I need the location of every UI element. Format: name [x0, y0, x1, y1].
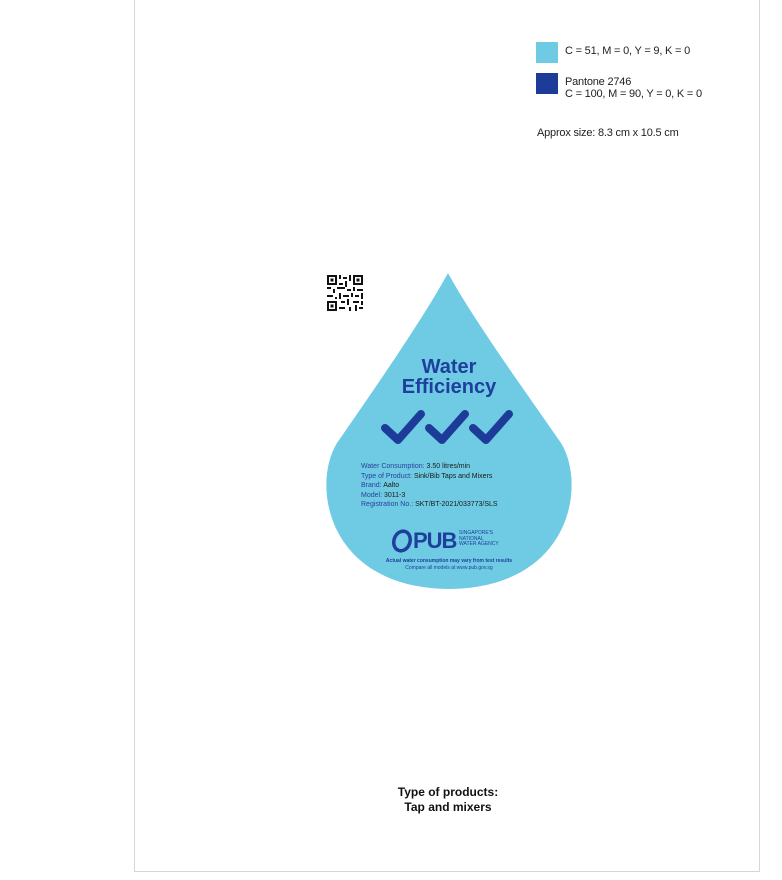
info-row: Registration No.: SKT/BT-2021/033773/SLS: [361, 501, 498, 509]
info-row: Model: 3011-3: [361, 491, 406, 499]
navy-swatch: [536, 73, 558, 94]
qr-code-icon: [325, 273, 365, 313]
cmyk-light-text: C = 51, M = 0, Y = 9, K = 0: [565, 45, 691, 57]
water-efficiency-label: [325, 273, 573, 591]
disclaimer-line1: Actual water consumption may vary from test results: [385, 558, 513, 564]
legend-text: [565, 73, 702, 100]
pantone-text: Pantone 2746: [565, 76, 632, 88]
product-info: [361, 462, 498, 510]
products-heading: Type of products:: [397, 785, 499, 799]
label-title-line1: Water: [421, 356, 477, 378]
disclaimer: [325, 558, 573, 571]
type-of-products: [360, 785, 536, 815]
legend-text: [565, 42, 690, 57]
info-row: Water Consumption: 3.50 litres/min: [361, 463, 471, 470]
disclaimer-line2: Compare all models at www.pub.gov.sg: [405, 564, 493, 571]
color-legend: [536, 42, 702, 110]
products-value: Tap and mixers: [404, 800, 492, 814]
pub-subtitle: SINGAPORE'S NATIONAL WATER AGENCY: [459, 530, 499, 548]
legend-row-light: [536, 42, 702, 63]
info-row: Type of Product: Sink/Bib Taps and Mixers: [361, 472, 493, 480]
light-blue-swatch: [536, 42, 558, 63]
label-title-line2: Efficiency: [401, 376, 497, 398]
info-row: Brand: Aalto: [361, 482, 400, 490]
approx-size: Approx size: 8.3 cm x 10.5 cm: [537, 127, 679, 139]
cmyk-navy-text: C = 100, M = 90, Y = 0, K = 0: [565, 88, 702, 100]
legend-row-navy: [536, 73, 702, 100]
pub-swoosh-icon: [391, 529, 413, 553]
pub-wordmark: PUB: [413, 528, 457, 553]
